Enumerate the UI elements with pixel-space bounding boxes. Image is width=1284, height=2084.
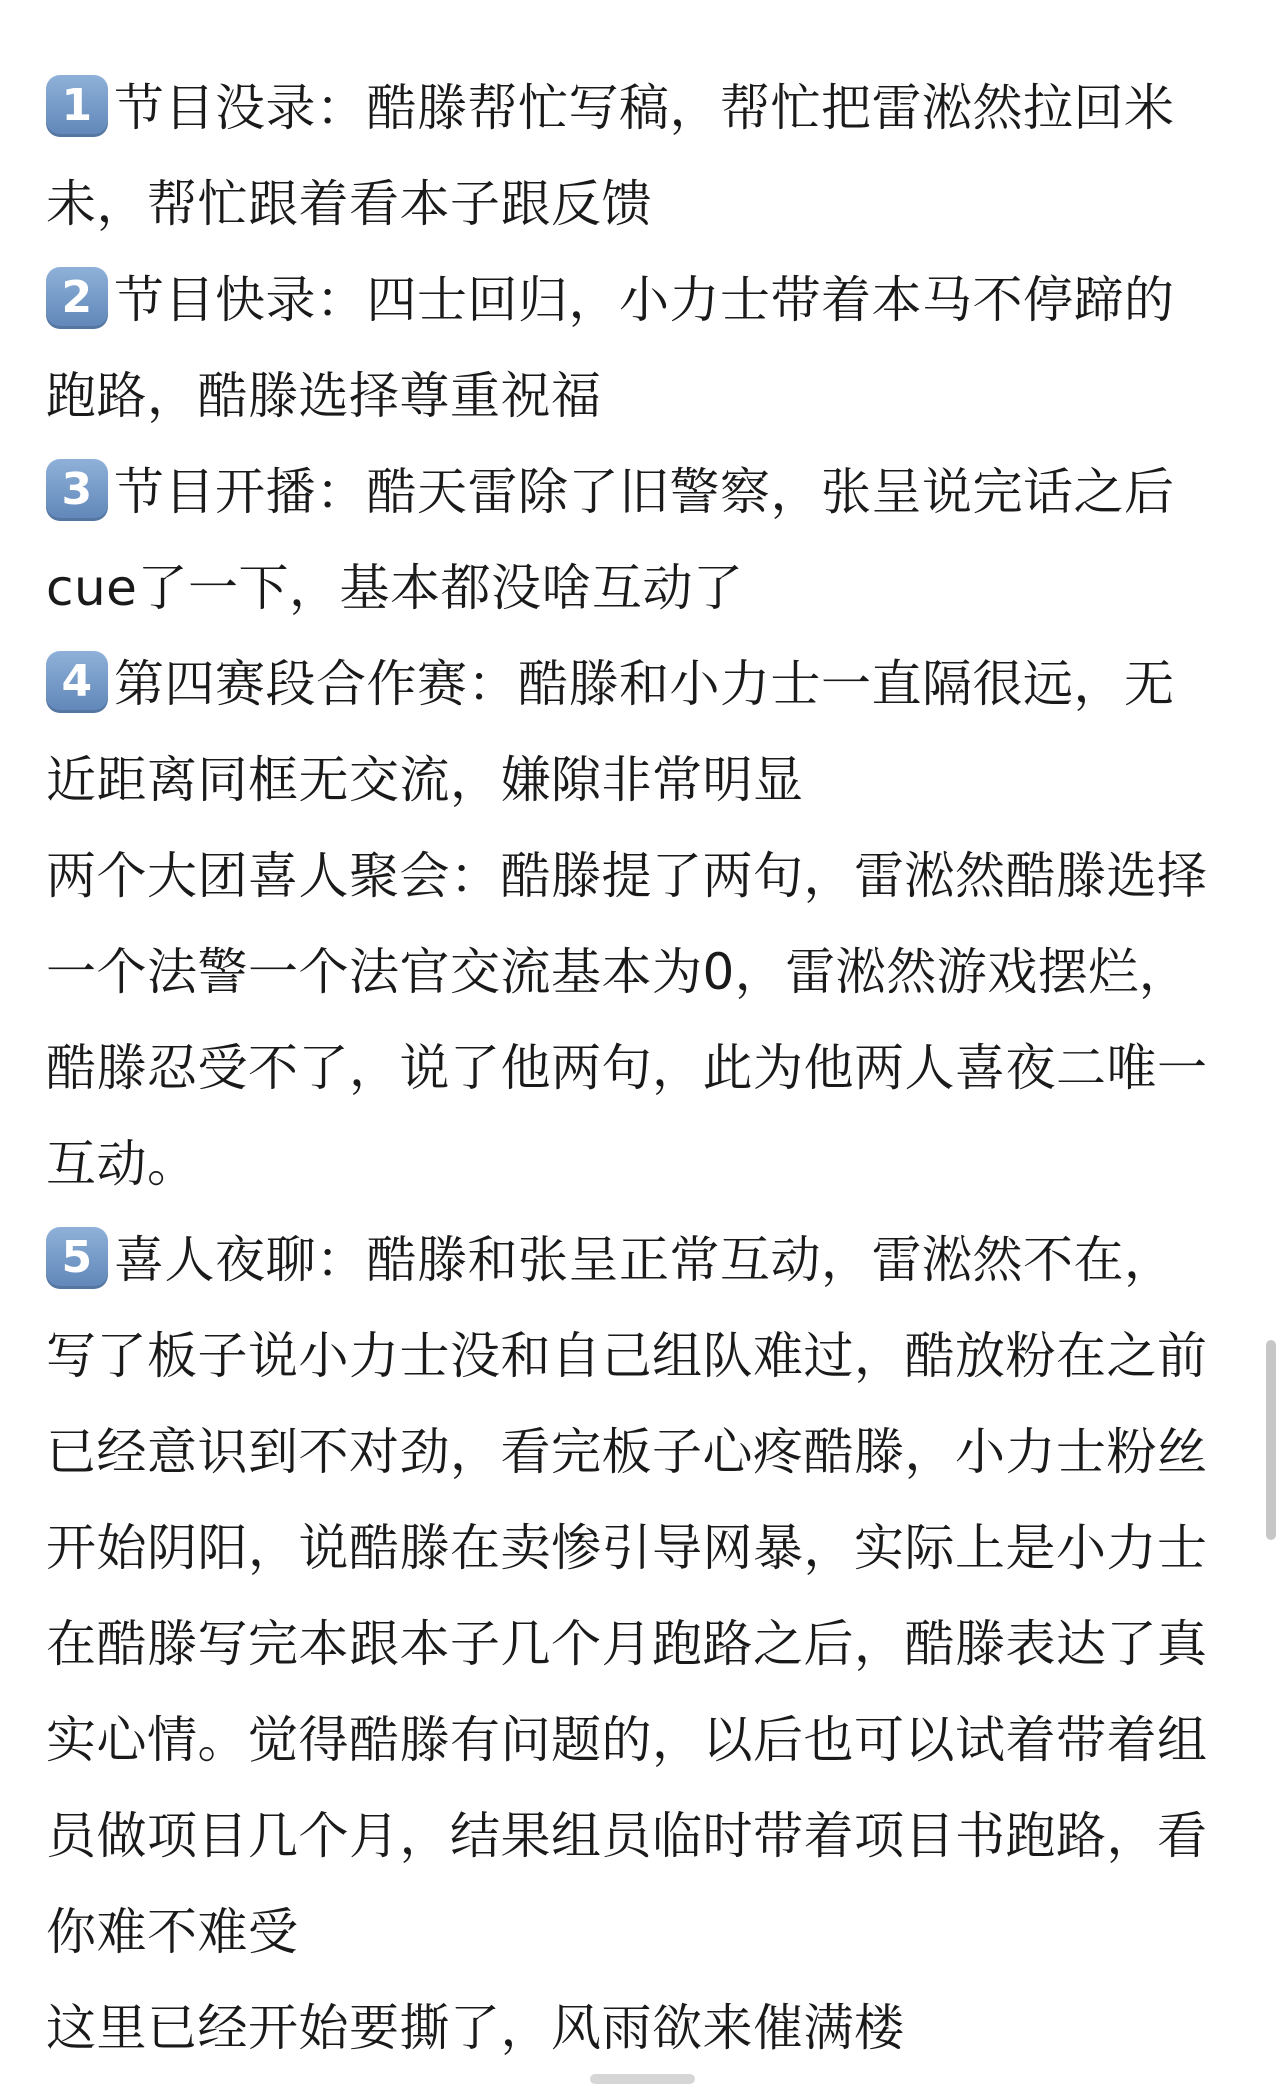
keycap-1-icon: 1 xyxy=(46,75,108,137)
home-indicator[interactable] xyxy=(590,2074,695,2084)
post-line xyxy=(46,1212,1246,1308)
post-line-text: 这里已经开始要撕了，风雨欲来催满楼 xyxy=(46,1999,905,2057)
post-line xyxy=(46,732,1246,828)
post-line-text: 员做项目几个月，结果组员临时带着项目书跑路，看 xyxy=(46,1807,1208,1865)
post-line-text: 实心情。觉得酷滕有问题的，以后也可以试着带着组 xyxy=(46,1711,1208,1769)
post-line xyxy=(46,444,1246,540)
keycap-3-icon: 3 xyxy=(46,459,108,521)
post-line xyxy=(46,1308,1246,1404)
post-line-text: 近距离同框无交流，嫌隙非常明显 xyxy=(46,751,804,809)
post-line xyxy=(46,540,1246,636)
post-line xyxy=(46,1020,1246,1116)
post-line xyxy=(46,1884,1246,1980)
post-line xyxy=(46,348,1246,444)
post-line xyxy=(46,156,1246,252)
post-line-text: 跑路，酷滕选择尊重祝福 xyxy=(46,367,602,425)
post-line xyxy=(46,1692,1246,1788)
keycap-2-icon: 2 xyxy=(46,267,108,329)
post-line xyxy=(46,1980,1246,2076)
post-line-text: 酷滕忍受不了，说了他两句，此为他两人喜夜二唯一 xyxy=(46,1039,1208,1097)
post-line xyxy=(46,828,1246,924)
post-body xyxy=(46,60,1246,2076)
post-line-text: cue了一下，基本都没啥互动了 xyxy=(46,559,744,617)
vertical-scrollbar[interactable] xyxy=(1266,1340,1276,1540)
post-line-text: 两个大团喜人聚会：酷滕提了两句，雷淞然酷滕选择 xyxy=(46,847,1208,905)
post-line xyxy=(46,252,1246,348)
post-line-text: 第四赛段合作赛：酷滕和小力士一直隔很远，无 xyxy=(114,655,1175,713)
post-line-text: 互动。 xyxy=(46,1135,198,1193)
post-line xyxy=(46,924,1246,1020)
post-line xyxy=(46,1596,1246,1692)
post-line-text: 喜人夜聊：酷滕和张呈正常互动，雷淞然不在， xyxy=(114,1231,1175,1289)
post-line xyxy=(46,1788,1246,1884)
post-line-text: 已经意识到不对劲，看完板子心疼酷滕，小力士粉丝 xyxy=(46,1423,1208,1481)
post-line-text: 你难不难受 xyxy=(46,1903,299,1961)
post-line xyxy=(46,1404,1246,1500)
post-line xyxy=(46,636,1246,732)
post-line-text: 在酷滕写完本跟本子几个月跑路之后，酷滕表达了真 xyxy=(46,1615,1208,1673)
post-line-text: 未，帮忙跟着看本子跟反馈 xyxy=(46,175,652,233)
post-line xyxy=(46,1500,1246,1596)
post-line-text: 开始阴阳，说酷滕在卖惨引导网暴，实际上是小力士 xyxy=(46,1519,1208,1577)
post-line-text: 节目没录：酷滕帮忙写稿，帮忙把雷淞然拉回米 xyxy=(114,79,1175,137)
post-line-text: 一个法警一个法官交流基本为0，雷淞然游戏摆烂， xyxy=(46,943,1190,1001)
post-line xyxy=(46,60,1246,156)
post-line-text: 写了板子说小力士没和自己组队难过，酷放粉在之前 xyxy=(46,1327,1208,1385)
post-line-text: 节目开播：酷天雷除了旧警察，张呈说完话之后 xyxy=(114,463,1175,521)
keycap-5-icon: 5 xyxy=(46,1227,108,1289)
keycap-4-icon: 4 xyxy=(46,651,108,713)
post-line-text: 节目快录：四士回归，小力士带着本马不停蹄的 xyxy=(114,271,1175,329)
post-line xyxy=(46,1116,1246,1212)
